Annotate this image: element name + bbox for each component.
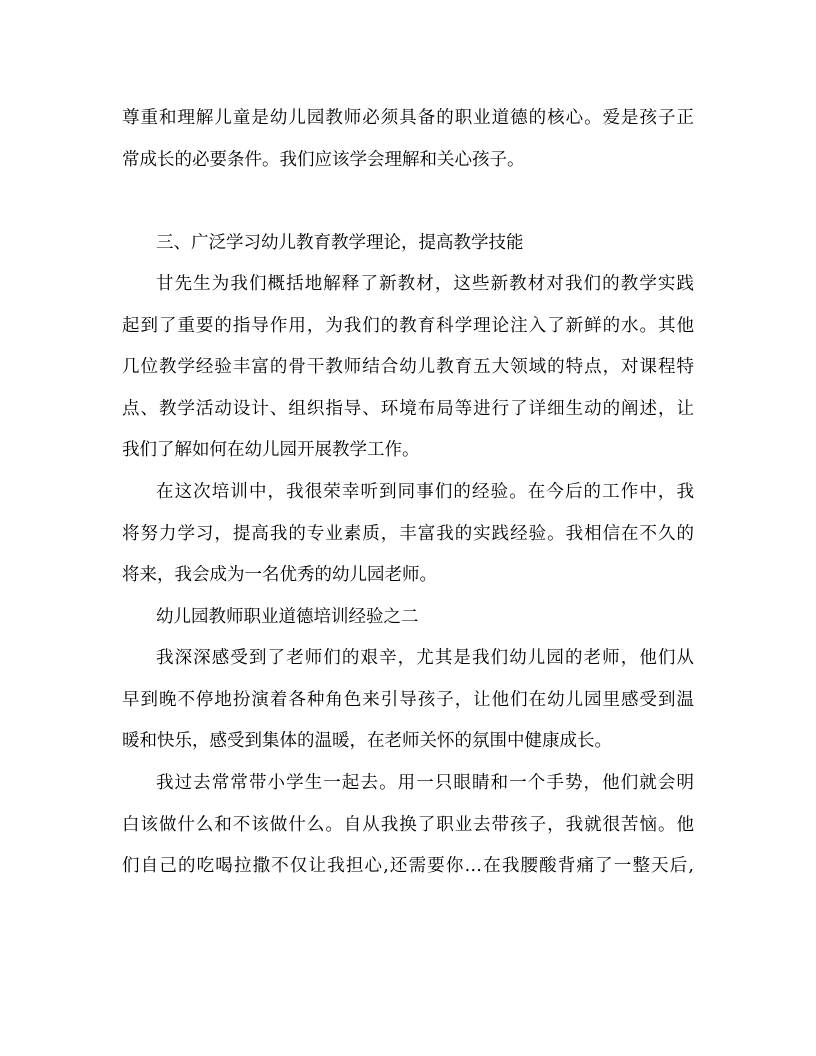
section-heading-3: 三、广泛学习幼儿教育教学理论，提高教学技能	[156, 233, 524, 253]
paragraph-3-line-1: 在这次培训中，我很荣幸听到同事们的经验。在今后的工作中，我	[156, 482, 696, 502]
paragraph-4-line-1: 我深深感受到了老师们的艰辛，尤其是我们幼儿园的老师，他们从	[156, 648, 696, 668]
paragraph-2-line-5: 我们了解如何在幼儿园开展教学工作。	[122, 440, 420, 460]
paragraph-5-line-2: 白该做什么和不该做什么。自从我换了职业去带孩子，我就很苦恼。他	[122, 815, 695, 835]
paragraph-1-line-2: 常成长的必要条件。我们应该学会理解和关心孩子。	[122, 150, 525, 170]
paragraph-2-line-2: 起到了重要的指导作用，为我们的教育科学理论注入了新鲜的水。其他	[122, 316, 695, 336]
paragraph-3-line-3: 将来，我会成为一名优秀的幼儿园老师。	[122, 565, 437, 585]
paragraph-5-line-3: 们自己的吃喝拉撒不仅让我担心,还需要你…在我腰酸背痛了一整天后,	[122, 856, 696, 876]
paragraph-5-line-1: 我过去常常带小学生一起去。用一只眼睛和一个手势，他们就会明	[156, 773, 696, 793]
paragraph-2-line-4: 点、教学活动设计、组织指导、环境布局等进行了详细生动的阐述，让	[122, 399, 695, 419]
section-heading-2: 幼儿园教师职业道德培训经验之二	[156, 607, 419, 627]
paragraph-2-line-3: 几位教学经验丰富的骨干教师结合幼儿教育五大领域的特点，对课程特	[122, 357, 695, 377]
paragraph-4-line-3: 暖和快乐，感受到集体的温暖，在老师关怀的氛围中健康成长。	[122, 731, 612, 751]
paragraph-2-line-1: 甘先生为我们概括地解释了新教材，这些新教材对我们的教学实践	[156, 274, 696, 294]
paragraph-1-line-1: 尊重和理解儿童是幼儿园教师必须具备的职业道德的核心。爱是孩子正	[122, 108, 695, 128]
paragraph-3-line-2: 将努力学习，提高我的专业素质，丰富我的实践经验。我相信在不久的	[122, 524, 695, 544]
paragraph-4-line-2: 早到晚不停地扮演着各种角色来引导孩子，让他们在幼儿园里感受到温	[122, 690, 695, 710]
